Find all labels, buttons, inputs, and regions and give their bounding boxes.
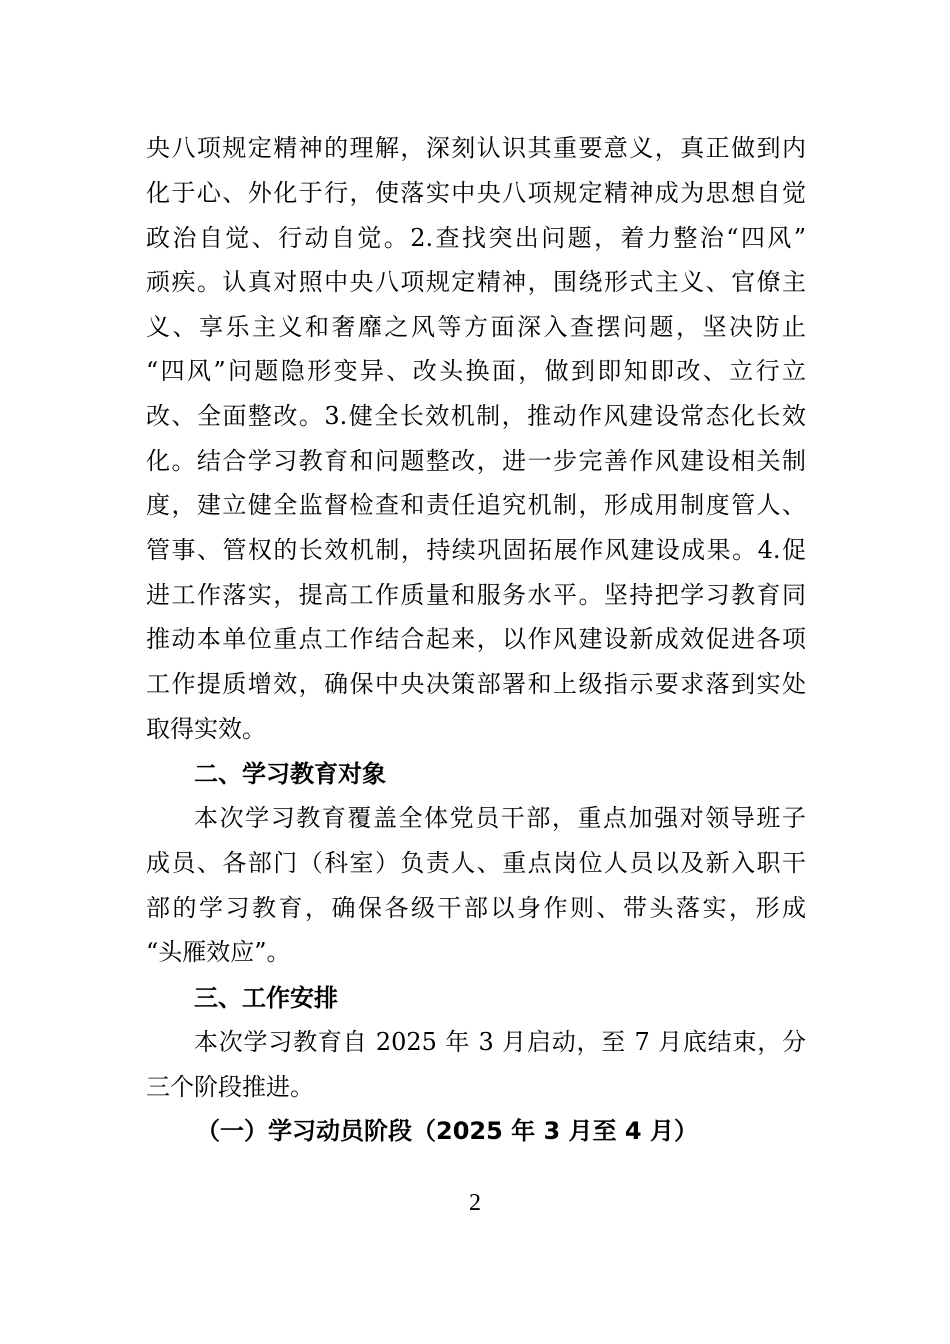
paragraph-line: 部的学习教育，确保各级干部以身作则、带头落实，形成 [146,894,806,922]
subsection-heading-mobilization-phase: （一）学习动员阶段（2025 年 3 月至 4 月） [196,1117,698,1145]
paragraph-line: 改、全面整改。3.健全长效机制，推动作风建设常态化长效 [146,402,806,430]
paragraph-line: 化于心、外化于行，使落实中央八项规定精神成为思想自觉 [146,179,806,207]
paragraph-line: 顽疾。认真对照中央八项规定精神，围绕形式主义、官僚主 [146,268,806,296]
paragraph-line: 取得实效。 [146,715,266,743]
paragraph-line: 三个阶段推进。 [146,1073,314,1101]
paragraph-line: 义、享乐主义和奢靡之风等方面深入查摆问题，坚决防止 [146,313,806,341]
paragraph-line: 政治自觉、行动自觉。2.查找突出问题，着力整治“四风” [146,224,806,252]
paragraph-line: “四风”问题隐形变异、改头换面，做到即知即改、立行立 [146,357,806,385]
page-number: 2 [469,1190,481,1216]
section-heading-work-arrangement: 三、工作安排 [194,984,338,1012]
paragraph-line: 进工作落实，提高工作质量和服务水平。坚持把学习教育同 [146,581,806,609]
paragraph-line: 本次学习教育自 2025 年 3 月启动，至 7 月底结束，分 [194,1028,806,1056]
paragraph-line: 工作提质增效，确保中央决策部署和上级指示要求落到实处 [146,670,806,698]
paragraph-line: 央八项规定精神的理解，深刻认识其重要意义，真正做到内 [146,134,806,162]
paragraph-line: 管事、管权的长效机制，持续巩固拓展作风建设成果。4.促 [146,536,806,564]
paragraph-line: “头雁效应”。 [146,938,291,966]
paragraph-line: 度，建立健全监督检查和责任追究机制，形成用制度管人、 [146,491,806,519]
paragraph-line: 成员、各部门（科室）负责人、重点岗位人员以及新入职干 [146,849,806,877]
section-heading-study-targets: 二、学习教育对象 [194,760,386,788]
paragraph-line: 本次学习教育覆盖全体党员干部，重点加强对领导班子 [194,804,806,832]
paragraph-line: 化。结合学习教育和问题整改，进一步完善作风建设相关制 [146,447,806,475]
paragraph-line: 推动本单位重点工作结合起来，以作风建设新成效促进各项 [146,625,806,653]
